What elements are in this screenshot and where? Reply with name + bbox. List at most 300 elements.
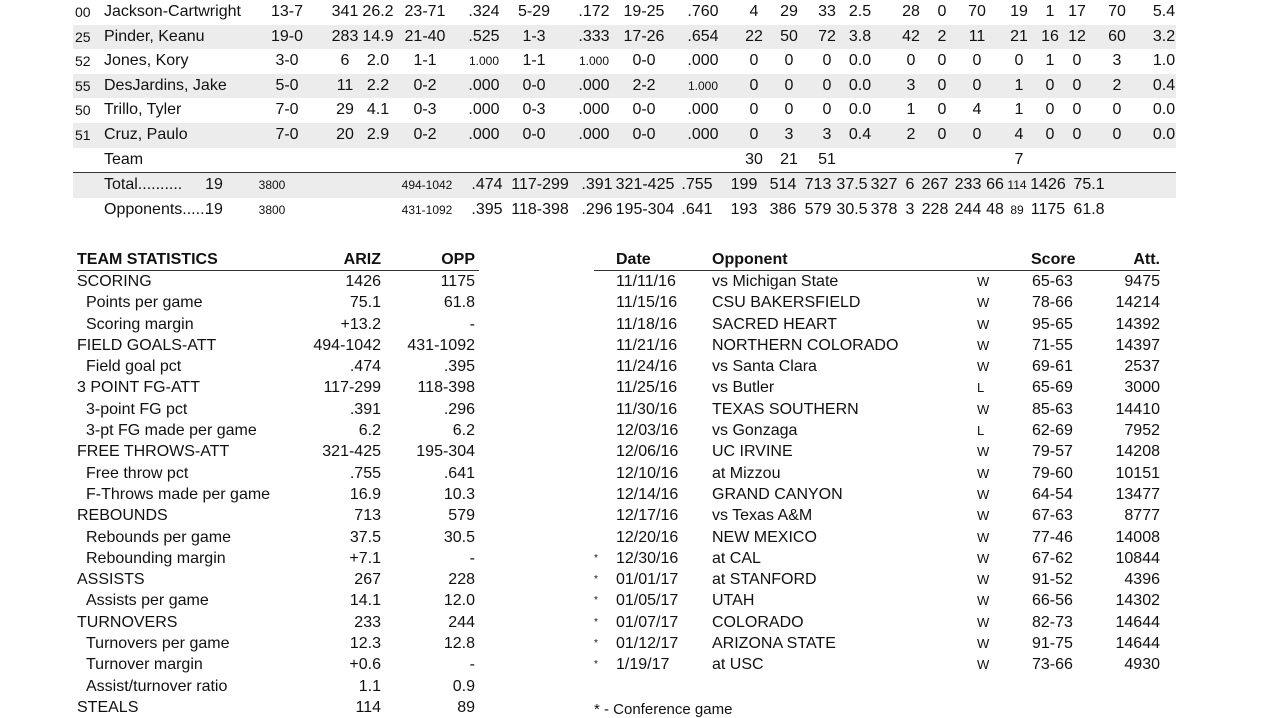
game-date: 11/21/16: [616, 336, 678, 354]
stat-a: 228: [921, 200, 949, 218]
game-row: [594, 654, 1160, 675]
totals-row: [73, 172, 1176, 198]
stat-to: 7: [1014, 150, 1024, 168]
jersey-number: 50: [75, 102, 91, 119]
stat-tot: 713: [804, 176, 832, 194]
stat-blk: 0: [1045, 76, 1055, 94]
game-row: [594, 420, 1160, 441]
stat-dq: 0: [937, 76, 947, 94]
stat-fg3: 0-0: [522, 76, 546, 94]
game-row: [594, 612, 1160, 633]
game-date: 12/30/16: [616, 549, 679, 567]
stat-a: 4: [972, 101, 982, 119]
ariz-value: 114: [355, 698, 381, 716]
game-score: 82-73: [1032, 613, 1073, 631]
opp-column-header: OPP: [441, 251, 475, 268]
game-score: 65-69: [1032, 379, 1073, 397]
team-stat-row: [77, 484, 479, 505]
schedule-table: [594, 249, 1160, 718]
game-attendance: 10151: [1115, 464, 1160, 482]
game-date: 01/01/17: [616, 571, 679, 589]
team-stat-row: [77, 463, 479, 484]
stat-gp: 19: [205, 200, 223, 218]
stat-dq: 0: [937, 101, 947, 119]
stat-pf: 327: [870, 176, 898, 194]
team-stat-row: [77, 292, 479, 313]
stat-ft-pct: .000: [687, 101, 719, 119]
stat-ft: 321-425: [615, 176, 675, 194]
stat-ft: 17-26: [623, 27, 665, 45]
ariz-value: 75.1: [349, 294, 381, 312]
stat-gp-gs: 7-0: [275, 101, 299, 119]
stat-ft: 19-25: [623, 3, 665, 20]
ariz-value: +7.1: [349, 549, 381, 567]
opp-value: -: [469, 549, 475, 567]
stat-ft-pct: .000: [687, 125, 719, 143]
game-result: L: [977, 423, 985, 439]
team-stat-row: [77, 612, 479, 633]
opp-value: 10.3: [443, 485, 475, 503]
stat-ft-pct: .000: [687, 52, 719, 70]
stat-pts: 60: [1108, 27, 1126, 45]
totals-label: Opponents......: [104, 200, 209, 218]
game-result: W: [977, 295, 990, 311]
team-stat-row: [77, 505, 479, 526]
stat-fg3-pct: .000: [578, 101, 610, 119]
team-stat-row: [77, 633, 479, 654]
game-opponent: vs Texas A&M: [712, 507, 813, 525]
team-stat-label: FIELD GOALS-ATT: [77, 336, 217, 354]
game-attendance: 10844: [1115, 549, 1160, 567]
stat-stl: 89: [1010, 202, 1024, 217]
stat-off: 22: [745, 27, 763, 45]
game-date: 11/24/16: [616, 358, 678, 376]
player-row: [73, 98, 1176, 123]
game-attendance: 14397: [1115, 336, 1160, 354]
team-stat-row: [77, 420, 479, 441]
conference-footnote: * - Conference game: [594, 701, 733, 718]
stat-fg-pct: .474: [471, 176, 503, 194]
stat-pts: 0: [1112, 125, 1122, 143]
team-stat-label: Field goal pct: [86, 358, 182, 376]
team-stat-row: [77, 399, 479, 420]
stat-def: 386: [769, 200, 797, 218]
stat-gp-gs: 7-0: [275, 125, 299, 143]
game-score: 77-46: [1032, 528, 1073, 546]
stat-avg: 30.5: [836, 200, 868, 218]
stat-avg: 0.0: [848, 52, 872, 70]
game-opponent: GRAND CANYON: [712, 485, 843, 503]
team-stat-label: Points per game: [86, 294, 203, 312]
game-date: 12/20/16: [616, 528, 679, 546]
game-date: 01/12/17: [616, 635, 679, 653]
game-score: 71-55: [1032, 336, 1073, 354]
stat-pts: 0: [1112, 101, 1122, 119]
stat-fg3: 0-3: [522, 101, 546, 119]
team-row: [73, 148, 1176, 173]
game-opponent: vs Gonzaga: [712, 422, 798, 440]
game-attendance: 14208: [1115, 443, 1160, 461]
team-stat-row: [77, 654, 479, 675]
stat-stl: 114: [1007, 178, 1027, 193]
stat-avg: 0.0: [848, 76, 872, 94]
stat-a: 0: [972, 125, 982, 143]
stat-ft-pct: .755: [681, 176, 713, 194]
stat-fg3-pct: 1.000: [578, 54, 610, 69]
stat-min-avg: 4.1: [366, 101, 390, 119]
stat-stl: 17: [1068, 3, 1086, 20]
player-name: Jones, Kory: [104, 52, 189, 70]
stat-to: 21: [1010, 27, 1028, 45]
stat-min: 341: [331, 3, 359, 20]
stat-to: 19: [1010, 3, 1028, 20]
team-stat-row: [77, 590, 479, 611]
opp-value: 1175: [440, 273, 475, 290]
stat-fg-pct: .000: [468, 76, 500, 94]
game-attendance: 13477: [1115, 485, 1160, 503]
team-stats-title: TEAM STATISTICS: [77, 251, 218, 268]
team-stat-row: [77, 356, 479, 377]
game-score: 62-69: [1032, 422, 1073, 440]
game-attendance: 4396: [1124, 571, 1160, 589]
team-stat-label: Assists per game: [86, 592, 209, 610]
stat-tot: 0: [822, 101, 832, 119]
game-opponent: at STANFORD: [712, 571, 817, 589]
opp-value: 6.2: [452, 422, 475, 440]
stat-pf: 0: [906, 52, 916, 70]
stat-off: 30: [745, 150, 763, 168]
opp-value: 30.5: [443, 528, 475, 546]
ariz-value: 1426: [345, 273, 381, 290]
stat-min: 283: [331, 27, 359, 45]
stat-pf: 42: [902, 27, 920, 45]
game-score: 67-63: [1032, 507, 1073, 525]
game-score: 73-66: [1032, 656, 1073, 674]
team-stat-label: Free throw pct: [86, 464, 189, 482]
game-result: W: [977, 636, 990, 652]
game-attendance: 8777: [1124, 507, 1160, 525]
stat-off: 199: [730, 176, 758, 194]
stat-ppg: 5.4: [1152, 3, 1176, 20]
stat-to: 4: [1014, 125, 1024, 143]
stat-blk: 0: [1045, 125, 1055, 143]
game-score: 64-54: [1032, 485, 1073, 503]
team-stats-header: [77, 249, 479, 271]
stat-fg: 21-40: [404, 27, 446, 45]
game-result: L: [977, 380, 985, 396]
stat-min: 6: [340, 52, 350, 70]
stat-min-avg: 26.2: [362, 3, 394, 20]
stat-dq: 2: [937, 27, 947, 45]
team-stat-label: Assist/turnover ratio: [86, 677, 228, 695]
game-opponent: vs Michigan State: [712, 273, 839, 290]
stat-def: 29: [780, 3, 798, 20]
stat-def: 3: [784, 125, 794, 143]
jersey-number: 52: [75, 53, 91, 70]
stat-ft-pct: .760: [687, 3, 719, 20]
stat-def: 0: [784, 101, 794, 119]
jersey-number: 00: [75, 4, 91, 20]
game-result: W: [977, 337, 990, 353]
team-stat-label: REBOUNDS: [77, 507, 168, 525]
game-score: 78-66: [1032, 294, 1073, 312]
opp-value: 12.0: [443, 592, 475, 610]
player-row: [73, 0, 1176, 25]
opp-value: 228: [448, 571, 475, 589]
stat-off: 4: [749, 3, 759, 20]
team-stat-row: [77, 569, 479, 590]
stat-tot: 3: [822, 125, 832, 143]
ariz-value: +0.6: [349, 656, 381, 674]
stat-tot: 0: [822, 52, 832, 70]
game-date: 11/11/16: [616, 273, 676, 290]
stat-fg3: 117-299: [511, 176, 569, 194]
ariz-value: .474: [349, 358, 381, 376]
stat-ppg: 0.4: [1152, 76, 1176, 94]
game-result: W: [977, 465, 990, 481]
game-row: [594, 527, 1160, 548]
ariz-column-header: ARIZ: [343, 251, 381, 268]
game-row: [594, 548, 1160, 569]
stat-tot: 33: [818, 3, 836, 20]
game-opponent: at USC: [712, 656, 764, 674]
stat-off: 0: [749, 52, 759, 70]
stat-ft: 195-304: [615, 200, 675, 218]
stat-tot: 72: [818, 27, 836, 45]
opp-value: .395: [443, 358, 475, 376]
conference-marker: *: [594, 638, 598, 650]
stat-ft-pct: 1.000: [687, 78, 719, 93]
game-attendance: 14644: [1115, 635, 1160, 653]
game-result: W: [977, 657, 990, 673]
stat-fg: 0-2: [413, 76, 437, 94]
ariz-value: 37.5: [349, 528, 381, 546]
game-score: 66-56: [1032, 592, 1073, 610]
stat-off: 0: [749, 125, 759, 143]
game-row: [594, 314, 1160, 335]
stat-min: 11: [336, 76, 354, 94]
stat-tot: 579: [804, 200, 832, 218]
opp-value: 244: [448, 613, 475, 631]
stat-pts: 3: [1112, 52, 1122, 70]
stat-off: 0: [749, 76, 759, 94]
stat-to: 1: [1014, 76, 1024, 94]
stat-fg3-pct: .172: [578, 3, 610, 20]
stat-fg: 0-2: [413, 125, 437, 143]
player-row: [73, 25, 1176, 50]
game-attendance: 14410: [1115, 400, 1160, 418]
game-attendance: 7952: [1124, 422, 1160, 440]
stat-def: 0: [784, 76, 794, 94]
stat-fg-pct: .000: [468, 101, 500, 119]
ariz-value: 713: [354, 507, 381, 525]
game-date: 01/05/17: [616, 592, 679, 610]
stat-fg-pct: .395: [471, 200, 503, 218]
stat-off: 193: [730, 200, 758, 218]
game-date: 1/19/17: [616, 656, 670, 674]
game-opponent: SACRED HEART: [712, 315, 838, 333]
stat-a: 11: [968, 27, 986, 45]
game-opponent: vs Santa Clara: [712, 358, 817, 376]
stat-min: 3800: [258, 178, 286, 193]
game-score: 91-75: [1032, 635, 1073, 653]
stat-avg: 37.5: [836, 176, 868, 194]
team-stat-row: [77, 441, 479, 462]
game-result: W: [977, 572, 990, 588]
game-row: [594, 292, 1160, 313]
opp-value: 0.9: [452, 677, 475, 695]
team-stat-row: [77, 676, 479, 697]
stat-fg3-pct: .000: [578, 76, 610, 94]
opp-value: -: [469, 315, 475, 333]
stat-blk: 0: [1045, 101, 1055, 119]
stat-ppg: 0.0: [1152, 125, 1176, 143]
ariz-value: 494-1042: [313, 336, 381, 354]
stat-tot: 0: [822, 76, 832, 94]
stat-pf: 378: [870, 200, 898, 218]
game-date: 12/17/16: [616, 507, 679, 525]
stat-fg3: 1-3: [522, 27, 546, 45]
player-stats-table: [73, 0, 1176, 222]
opp-value: .296: [443, 400, 475, 418]
team-stat-label: ASSISTS: [77, 571, 145, 589]
ariz-value: 1.1: [358, 677, 381, 695]
stat-pf: 1: [906, 101, 916, 119]
game-row: [594, 377, 1160, 398]
stat-pts: 2: [1112, 76, 1122, 94]
stat-ppg: 1.0: [1152, 52, 1176, 70]
team-stat-label: SCORING: [77, 273, 152, 290]
game-row: [594, 463, 1160, 484]
team-stat-row: [77, 271, 479, 292]
opp-value: 89: [457, 698, 475, 716]
stat-min-avg: 2.2: [366, 76, 390, 94]
game-result: W: [977, 444, 990, 460]
stat-blk: 48: [986, 200, 1004, 218]
game-row: [594, 356, 1160, 377]
game-row: [594, 399, 1160, 420]
stat-def: 50: [780, 27, 798, 45]
stat-tot: 51: [818, 150, 836, 168]
player-name: Pinder, Keanu: [104, 27, 205, 45]
game-attendance: 14644: [1115, 613, 1160, 631]
stat-fg: 431-1092: [401, 202, 453, 217]
stat-dq: 0: [937, 3, 947, 20]
game-result: W: [977, 614, 990, 630]
conference-marker: *: [594, 616, 598, 628]
game-score: 95-65: [1032, 315, 1073, 333]
stat-fg-pct: 1.000: [468, 54, 500, 69]
game-date: 12/06/16: [616, 443, 679, 461]
opp-value: 195-304: [416, 443, 475, 461]
stat-dq: 3: [905, 200, 915, 218]
stat-fg-pct: .000: [468, 125, 500, 143]
player-row: [73, 49, 1176, 74]
stat-pf: 28: [902, 3, 920, 20]
opp-value: 431-1092: [407, 336, 475, 354]
ariz-value: 321-425: [322, 443, 381, 461]
game-result: W: [977, 508, 990, 524]
attendance-column-header: Att.: [1133, 251, 1160, 268]
stat-dq: 6: [905, 176, 915, 194]
game-opponent: NEW MEXICO: [712, 528, 817, 546]
team-stat-label: F-Throws made per game: [86, 485, 271, 503]
stat-fg3-pct: .296: [581, 200, 613, 218]
stat-gp-gs: 3-0: [275, 52, 299, 70]
jersey-number: 51: [75, 126, 91, 143]
game-score: 91-52: [1032, 571, 1073, 589]
team-stat-label: FREE THROWS-ATT: [77, 443, 230, 461]
conference-marker: *: [594, 659, 598, 671]
stat-min: 29: [336, 101, 354, 119]
date-column-header: Date: [616, 251, 651, 268]
team-label: Team: [104, 150, 144, 168]
stat-fg: 494-1042: [401, 178, 453, 193]
game-result: W: [977, 550, 990, 566]
team-stat-label: Rebounding margin: [86, 549, 226, 567]
stat-gp-gs: 5-0: [275, 76, 299, 94]
game-opponent: vs Butler: [712, 379, 775, 397]
team-stat-label: Rebounds per game: [86, 528, 231, 546]
stat-min-avg: 2.9: [366, 125, 390, 143]
stat-pf: 2: [906, 125, 916, 143]
game-result: W: [977, 359, 990, 375]
game-attendance: 3000: [1124, 379, 1160, 397]
game-date: 11/30/16: [616, 400, 678, 418]
game-score: 79-57: [1032, 443, 1073, 461]
stat-fg: 0-3: [413, 101, 437, 119]
game-score: 67-62: [1032, 549, 1073, 567]
stat-def: 514: [769, 176, 797, 194]
game-opponent: TEXAS SOUTHERN: [712, 400, 859, 418]
opp-value: 61.8: [443, 294, 475, 312]
stat-ft: 0-0: [632, 125, 656, 143]
ariz-value: +13.2: [340, 315, 381, 333]
stat-dq: 0: [937, 52, 947, 70]
game-opponent: at Mizzou: [712, 464, 781, 482]
stat-ppg: 61.8: [1073, 200, 1105, 218]
player-name: Cruz, Paulo: [104, 125, 188, 143]
game-row: [594, 633, 1160, 654]
team-stat-label: 3 POINT FG-ATT: [77, 379, 200, 397]
stat-ppg: 75.1: [1073, 176, 1105, 194]
stat-fg3-pct: .000: [578, 125, 610, 143]
game-result: W: [977, 486, 990, 502]
game-result: W: [977, 401, 990, 417]
player-name: DesJardins, Jake: [104, 76, 227, 94]
game-date: 12/10/16: [616, 464, 679, 482]
stat-gp-gs: 19-0: [270, 27, 304, 45]
team-stat-row: [77, 314, 479, 335]
jersey-number: 25: [75, 28, 91, 45]
ariz-value: 233: [354, 613, 381, 631]
team-stat-label: TURNOVERS: [77, 613, 178, 631]
conference-marker: *: [594, 595, 598, 607]
team-stat-label: STEALS: [77, 698, 139, 716]
stat-fg3-pct: .333: [578, 27, 610, 45]
team-stat-label: Scoring margin: [86, 315, 194, 333]
game-date: 11/15/16: [616, 294, 678, 312]
stat-dq: 0: [937, 125, 947, 143]
game-opponent: NORTHERN COLORADO: [712, 336, 899, 354]
game-result: W: [977, 593, 990, 609]
game-date: 12/14/16: [616, 485, 679, 503]
opp-value: 118-398: [417, 379, 475, 397]
game-opponent: CSU BAKERSFIELD: [712, 294, 861, 312]
game-attendance: 14392: [1115, 315, 1160, 333]
opp-value: 579: [448, 507, 475, 525]
stat-a: 0: [972, 52, 982, 70]
